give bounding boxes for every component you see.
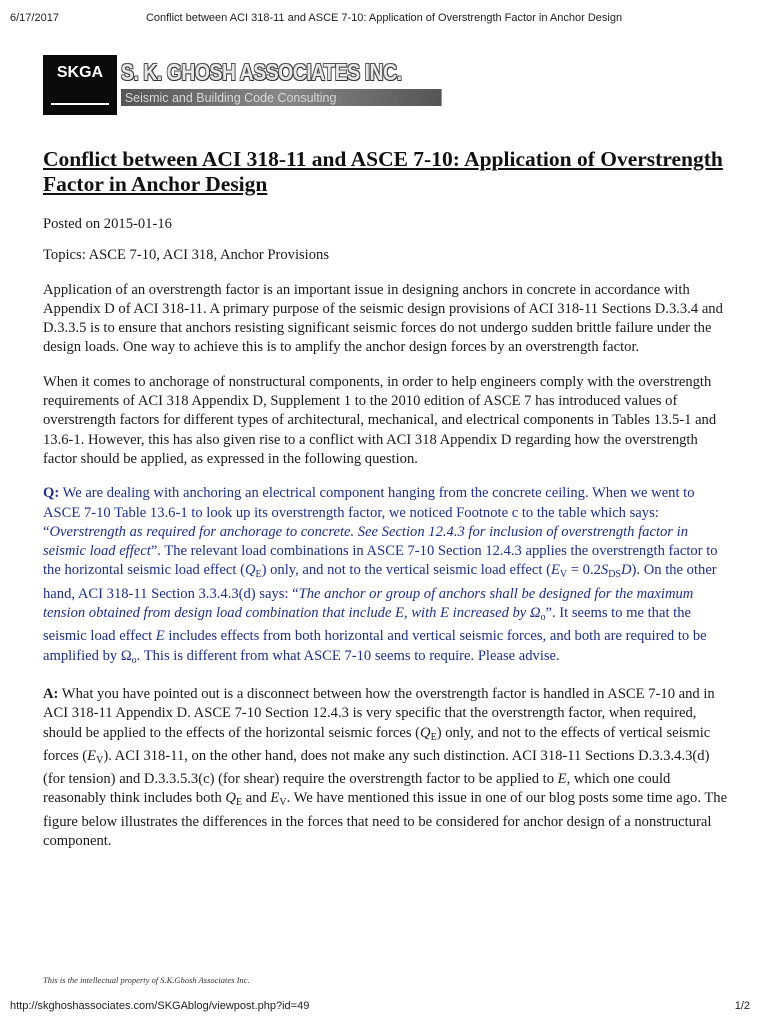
topics: Topics: ASCE 7-10, ACI 318, Anchor Provisions — [43, 247, 330, 264]
question-paragraph: Q: We are dealing with anchoring an electrical component hanging from the concrete ceiling. When we went to ASCE 7-10 Table 13.6-1 to look up its overstrength factor, we noticed Footnote c to the table which says: “Overstrength as required for anchorage to concrete. See Section 12.4.3 for inclusion of overstrength factor in seismic load effect”. The relevant load combinations in ASCE 7-10 Section 12.4.3 applies the overstrength factor to the horizontal seismic load effect $(Q_E)$ only, and not to the vertical seismic load effect $(E_V = 0.2S_{DS}D)$. On the other hand, ACI 318-11 Section 3.3.4.3(d) says: “The anchor or group of anchors shall be designed for the maximum tension obtained from design load combination that include E, with E increased by $\Omega_o$”. It seems to me that the seismic load effect E includes effects from both horizontal and vertical seismic forces, and both are required to be amplified by $\Omega_o$. This is different from what ASCE 7-10 seems to require. Please advise. — [43, 485, 718, 666]
answer-paragraph: A: What you have pointed out is a disconnect between how the overstrength factor is handled in ASCE 7-10 and in ACI 318-11 Appendix D. ASCE 7-10 Section 12.4.3 is very specific that the overstrength factor, when required, should be applied to the effects of the horizontal seismic forces $(Q_E)$ only, and not to the effects of vertical seismic forces $(E_V)$. ACI 318-11, on the other hand, does not make any such distinction. ACI 318-11 Sections D.3.3.4.3(d) (for tension) and D.3.3.5.3(c) (for shear) require the overstrength factor to be applied to E, which one could reasonably think includes both $Q_E$ and $E_V$. We have mentioned this issue in one of our blog posts some time ago. The figure below illustrates the differences in the forces that need to be considered for anchor design of a nonstructural component. — [43, 685, 728, 850]
logo-mark: SKGA — [43, 55, 117, 115]
paragraph-context: When it comes to anchorage of nonstructural components, in order to help engineers comply with the overstrength requirements of ACI 318 Appendix D, Supplement 1 to the 2010 edition of ASCE 7 has introduced values of overstrength factors for different types of architectural, mechanical, and electrical components in Tables 13.5-1 and 13.6-1. However, this has also given rise to a conflict with ACI 318 Appendix D regarding how the overstrength factor should be applied, as expressed in the following question. — [43, 373, 717, 467]
print-page-title: Conflict between ACI 318-11 and ASCE 7-10: Application of Overstrength Factor in Anchor Design — [145, 12, 623, 24]
logo-tagline: Seismic and Building Code Consulting — [121, 89, 442, 106]
print-footer — [0, 1000, 768, 1016]
article-title: Conflict between ACI 318-11 and ASCE 7-10: Application of Overstrength Factor in Anchor Design — [43, 147, 723, 196]
company-logo[interactable] — [43, 55, 402, 115]
intellectual-property-note: This is the intellectual property of S.K.Ghosh Associates Inc. — [43, 975, 250, 985]
print-url[interactable]: http://skghoshassociates.com/SKGAblog/viewpost.php?id=49 — [10, 1000, 310, 1012]
print-date: 6/17/2017 — [10, 12, 59, 24]
article — [43, 147, 733, 866]
question-label: Q: — [43, 485, 60, 502]
print-header — [0, 12, 768, 28]
posted-date: Posted on 2015-01-16 — [43, 216, 172, 232]
paragraph-intro: Application of an overstrength factor is an important issue in designing anchors in concrete in accordance with Appendix D of ACI 318-11. A primary purpose of the seismic design provisions of ACI 318-11 Sections D.3.3.4 and D.3.3.5 is to ensure that anchors resisting significant seismic forces do not undergo sudden brittle failure under the design loads. One way to achieve this is to amplify the anchor design forces by an overstrength factor. — [43, 281, 723, 356]
page-number: 1/2 — [734, 1000, 750, 1012]
logo-company-name: S. K. GHOSH ASSOCIATES INC. — [121, 59, 402, 85]
answer-label: A: — [43, 685, 59, 702]
